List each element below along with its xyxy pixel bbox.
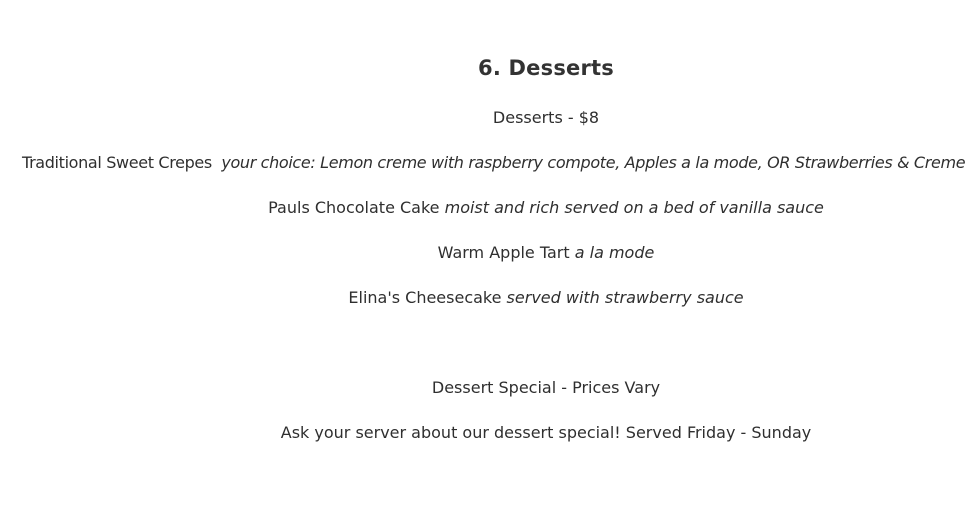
menu-item-apple-tart	[438, 243, 655, 262]
item-name: Elina's Cheesecake	[348, 288, 507, 307]
menu-item-cheesecake	[348, 288, 743, 307]
price-line: Desserts - $8	[492, 108, 600, 127]
special-note: Ask your server about our dessert special! Served Friday - Sunday	[280, 423, 812, 442]
item-name: Pauls Chocolate Cake	[268, 198, 445, 217]
item-description: served with strawberry sauce	[506, 288, 744, 307]
special-heading: Dessert Special - Prices Vary	[431, 378, 661, 397]
item-description: a la mode	[574, 243, 655, 262]
item-description: your choice: Lemon creme with raspberry compote, Apples a la mode, OR Strawberries & Creme	[221, 153, 966, 172]
item-description: moist and rich served on a bed of vanilla sauce	[444, 198, 824, 217]
item-name: Traditional Sweet Crepes	[22, 153, 222, 172]
menu-item-chocolate-cake	[268, 198, 824, 217]
item-name: Warm Apple Tart	[437, 243, 575, 262]
menu-item-crepes	[22, 153, 965, 172]
section-title: 6. Desserts	[478, 56, 614, 80]
